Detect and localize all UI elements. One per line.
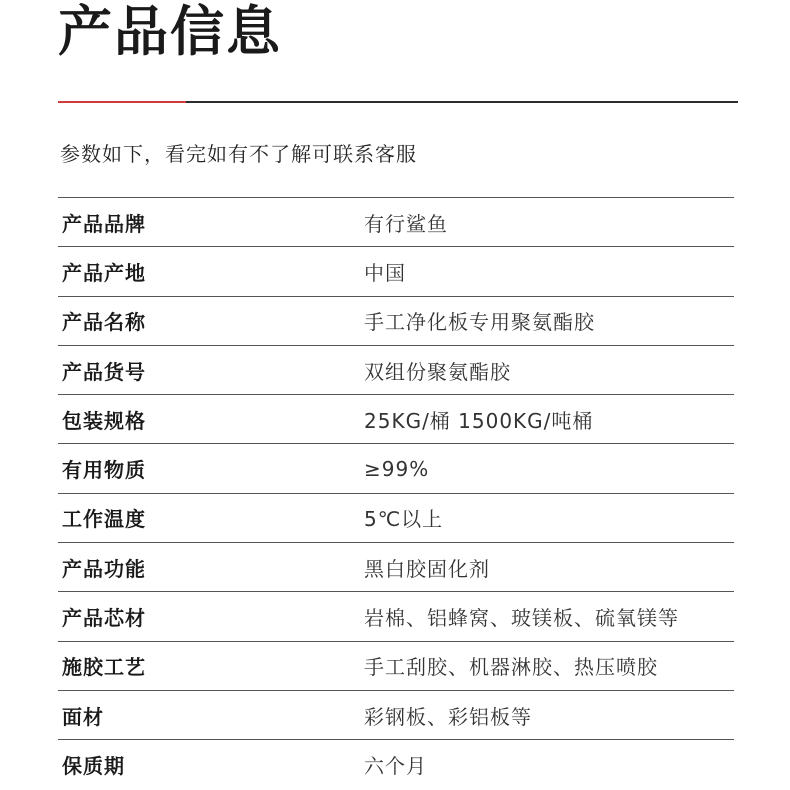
spec-label: 产品品牌 <box>62 211 146 236</box>
spec-value: 中国 <box>364 260 406 285</box>
spec-value: 手工净化板专用聚氨酯胶 <box>364 310 595 335</box>
spec-value: 有行鲨鱼 <box>364 211 448 236</box>
spec-row-working-temperature <box>58 494 734 543</box>
spec-row-brand <box>58 198 734 247</box>
spec-row-surface-material <box>58 691 734 740</box>
spec-row-application-process <box>58 642 734 691</box>
spec-row-function <box>58 543 734 592</box>
spec-row-shelf-life <box>58 740 734 789</box>
spec-label: 产品货号 <box>62 359 146 384</box>
spec-value: 25KG/桶 1500KG/吨桶 <box>364 408 594 433</box>
spec-row-name <box>58 297 734 346</box>
spec-value: 彩钢板、彩铝板等 <box>364 704 532 729</box>
spec-table <box>58 197 734 790</box>
spec-row-origin <box>58 247 734 296</box>
spec-label: 产品芯材 <box>62 606 146 631</box>
spec-value: 双组份聚氨酯胶 <box>364 359 511 384</box>
spec-row-active-content <box>58 444 734 493</box>
spec-value: 岩棉、铝蜂窝、玻镁板、硫氧镁等 <box>364 606 679 631</box>
spec-label: 产品名称 <box>62 310 146 335</box>
spec-label: 施胶工艺 <box>62 655 146 680</box>
spec-value: 黑白胶固化剂 <box>364 556 490 581</box>
spec-row-packaging <box>58 395 734 444</box>
spec-label: 包装规格 <box>62 408 146 433</box>
spec-value: 5℃以上 <box>364 507 444 532</box>
spec-label: 面材 <box>62 704 104 729</box>
spec-value: ≥99% <box>364 456 430 481</box>
spec-row-item-number <box>58 346 734 395</box>
spec-value: 手工刮胶、机器淋胶、热压喷胶 <box>364 655 658 680</box>
title-divider-accent <box>58 101 186 103</box>
spec-label: 工作温度 <box>62 507 146 532</box>
title-divider <box>58 101 738 103</box>
spec-label: 产品功能 <box>62 556 146 581</box>
spec-label: 产品产地 <box>62 260 146 285</box>
intro-text: 参数如下，看完如有不了解可联系客服 <box>60 142 417 166</box>
spec-value: 六个月 <box>364 754 427 779</box>
spec-label: 有用物质 <box>62 458 146 483</box>
page-title: 产品信息 <box>58 0 282 63</box>
spec-label: 保质期 <box>62 754 125 779</box>
spec-row-core-material <box>58 592 734 641</box>
